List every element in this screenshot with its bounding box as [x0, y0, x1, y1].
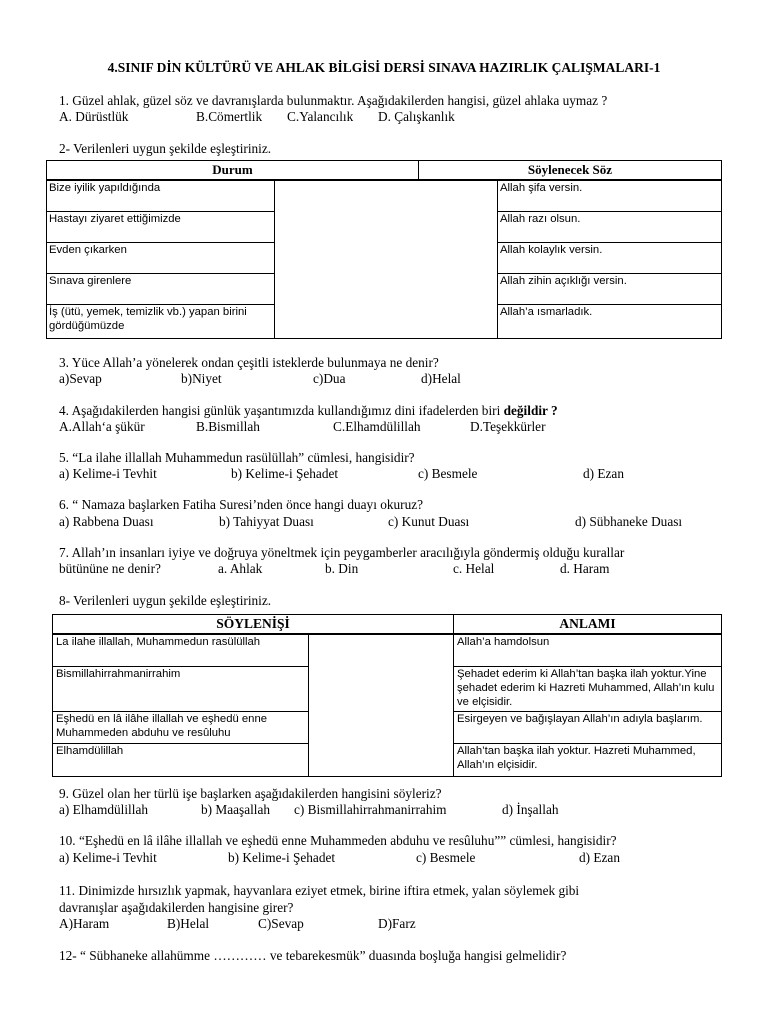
table1-right-cell: Allah’a ısmarladık.: [497, 304, 722, 339]
question-11-line1: 11. Dinimizde hırsızlık yapmak, hayvanlara eziyet etmek, birine iftira etmek, yalan söylemek gibi: [59, 883, 580, 898]
q4-option-b: B.Bismillah: [196, 419, 260, 434]
question-7-line2: bütününe ne denir?: [59, 561, 161, 576]
question-11-line2: davranışlar aşağıdakilerden hangisine girer?: [59, 900, 294, 915]
table1-right-cell: Allah kolaylık versin.: [497, 242, 722, 274]
q3-option-c: c)Dua: [313, 371, 346, 386]
q7-option-a: a. Ahlak: [218, 561, 263, 576]
q10-option-c: c) Besmele: [416, 850, 476, 865]
table1-left-cell: Hastayı ziyaret ettiğimizde: [46, 211, 275, 243]
table2-left-cell: Eşhedü en lâ ilâhe illallah ve eşhedü enne Muhammeden abduhu ve resûluhu: [52, 711, 309, 744]
table2-left-cell: Elhamdülillah: [52, 743, 309, 777]
q1-option-b: B.Cömertlik: [196, 109, 263, 124]
q1-option-d: D. Çalışkanlık: [378, 109, 455, 124]
q3-option-d: d)Helal: [421, 371, 461, 386]
table1-left-cell: İş (ütü, yemek, temizlik vb.) yapan birini gördüğümüzde: [46, 304, 275, 339]
page-title: 4.SINIF DİN KÜLTÜRÜ VE AHLAK BİLGİSİ DERSİ SINAVA HAZIRLIK ÇALIŞMALARI-1: [107, 60, 661, 75]
table2-right-cell: Allah’a hamdolsun: [453, 634, 722, 667]
q5-option-b: b) Kelime-i Şehadet: [231, 466, 339, 481]
q5-option-d: d) Ezan: [583, 466, 624, 481]
q3-option-a: a)Sevap: [59, 371, 102, 386]
table1-right-cell: Allah zihin açıklığı versin.: [497, 273, 722, 305]
table2-header-right: ANLAMI: [453, 614, 722, 634]
question-7-line1: 7. Allah’ın insanları iyiye ve doğruya yöneltmek için peygamberler aracılığıyla göndermiş olduğu kurallar: [59, 545, 625, 560]
q5-option-c: c) Besmele: [418, 466, 478, 481]
matching-table-1: [46, 160, 722, 339]
table1-left-cell: Sınava girenlere: [46, 273, 275, 305]
table2-left-cell: La ilahe illallah, Muhammedun rasülüllah: [52, 634, 309, 667]
question-8-text: 8- Verilenleri uygun şekilde eşleştiriniz.: [59, 593, 272, 608]
q7-option-b: b. Din: [325, 561, 359, 576]
q9-option-a: a) Elhamdülillah: [59, 802, 148, 817]
question-2-text: 2- Verilenleri uygun şekilde eşleştiriniz.: [59, 141, 272, 156]
table1-right-cell: Allah şifa versin.: [497, 180, 722, 212]
q11-option-d: D)Farz: [378, 916, 416, 931]
q1-option-a: A. Dürüstlük: [59, 109, 129, 124]
q9-option-c: c) Bismillahirrahmanirrahim: [294, 802, 447, 817]
q4-option-c: C.Elhamdülillah: [333, 419, 421, 434]
table2-match-area: [308, 634, 454, 777]
q3-option-b: b)Niyet: [181, 371, 222, 386]
question-4-main: 4. Aşağıdakilerden hangisi günlük yaşantımızda kullandığımız dini ifadelerden biri: [59, 403, 504, 418]
q10-option-d: d) Ezan: [579, 850, 620, 865]
table1-header-right: Söylenecek Söz: [418, 160, 722, 180]
q5-option-a: a) Kelime-i Tevhit: [59, 466, 157, 481]
q4-option-d: D.Teşekkürler: [470, 419, 546, 434]
question-12-text: 12- “ Sübhaneke allahümme ………… ve tebarekesmük” duasında boşluğa hangisi gelmelidir?: [59, 948, 567, 963]
q6-option-d: d) Sübhaneke Duası: [575, 514, 683, 529]
q11-option-a: A)Haram: [59, 916, 110, 931]
question-3-text: 3. Yüce Allah’a yönelerek ondan çeşitli isteklerde bulunmaya ne denir?: [59, 355, 439, 370]
table1-header-left: Durum: [46, 160, 419, 180]
table2-right-cell: Allah’tan başka ilah yoktur. Hazreti Muhammed, Allah’ın elçisidir.: [453, 743, 722, 777]
q9-option-b: b) Maaşallah: [201, 802, 271, 817]
q10-option-b: b) Kelime-i Şehadet: [228, 850, 336, 865]
q7-option-d: d. Haram: [560, 561, 610, 576]
q9-option-d: d) İnşallah: [502, 802, 559, 817]
table1-left-cell: Evden çıkarken: [46, 242, 275, 274]
question-10-text: 10. “Eşhedü en lâ ilâhe illallah ve eşhedü enne Muhammeden abduhu ve resûluhu”” cümlesi, hangisidir?: [59, 833, 617, 848]
table1-match-area: [274, 180, 498, 339]
question-1-text: 1. Güzel ahlak, güzel söz ve davranışlarda bulunmaktır. Aşağıdakilerden hangisi, güzel ahlaka uymaz ?: [59, 93, 608, 108]
q4-option-a: A.Allah‘a şükür: [59, 419, 145, 434]
question-6-text: 6. “ Namaza başlarken Fatiha Suresi’nden önce hangi duayı okuruz?: [59, 497, 424, 512]
q10-option-a: a) Kelime-i Tevhit: [59, 850, 157, 865]
question-4-emphasis: değildir ?: [503, 403, 558, 418]
q1-option-c: C.Yalancılık: [287, 109, 354, 124]
question-9-text: 9. Güzel olan her türlü işe başlarken aşağıdakilerden hangisini söyleriz?: [59, 786, 442, 801]
matching-table-2: [52, 614, 722, 777]
table2-header-left: SÖYLENİŞİ: [52, 614, 454, 634]
q11-option-b: B)Helal: [167, 916, 210, 931]
table1-right-cell: Allah razı olsun.: [497, 211, 722, 243]
question-5-text: 5. “La ilahe illallah Muhammedun rasülüllah” cümlesi, hangisidir?: [59, 450, 415, 465]
q7-option-c: c. Helal: [453, 561, 495, 576]
table2-right-cell: Esirgeyen ve bağışlayan Allah’ın adıyla başlarım.: [453, 711, 722, 744]
q6-option-a: a) Rabbena Duası: [59, 514, 154, 529]
table2-right-cell: Şehadet ederim ki Allah’tan başka ilah yoktur.Yine şehadet ederim ki Hazreti Muhammed, Allah’ın kulu ve elçisidir.: [453, 666, 722, 712]
q11-option-c: C)Sevap: [258, 916, 304, 931]
question-4-text: [59, 403, 558, 419]
q6-option-c: c) Kunut Duası: [388, 514, 470, 529]
q6-option-b: b) Tahiyyat Duası: [219, 514, 314, 529]
table2-left-cell: Bismillahirrahmanirrahim: [52, 666, 309, 712]
table1-left-cell: Bize iyilik yapıldığında: [46, 180, 275, 212]
